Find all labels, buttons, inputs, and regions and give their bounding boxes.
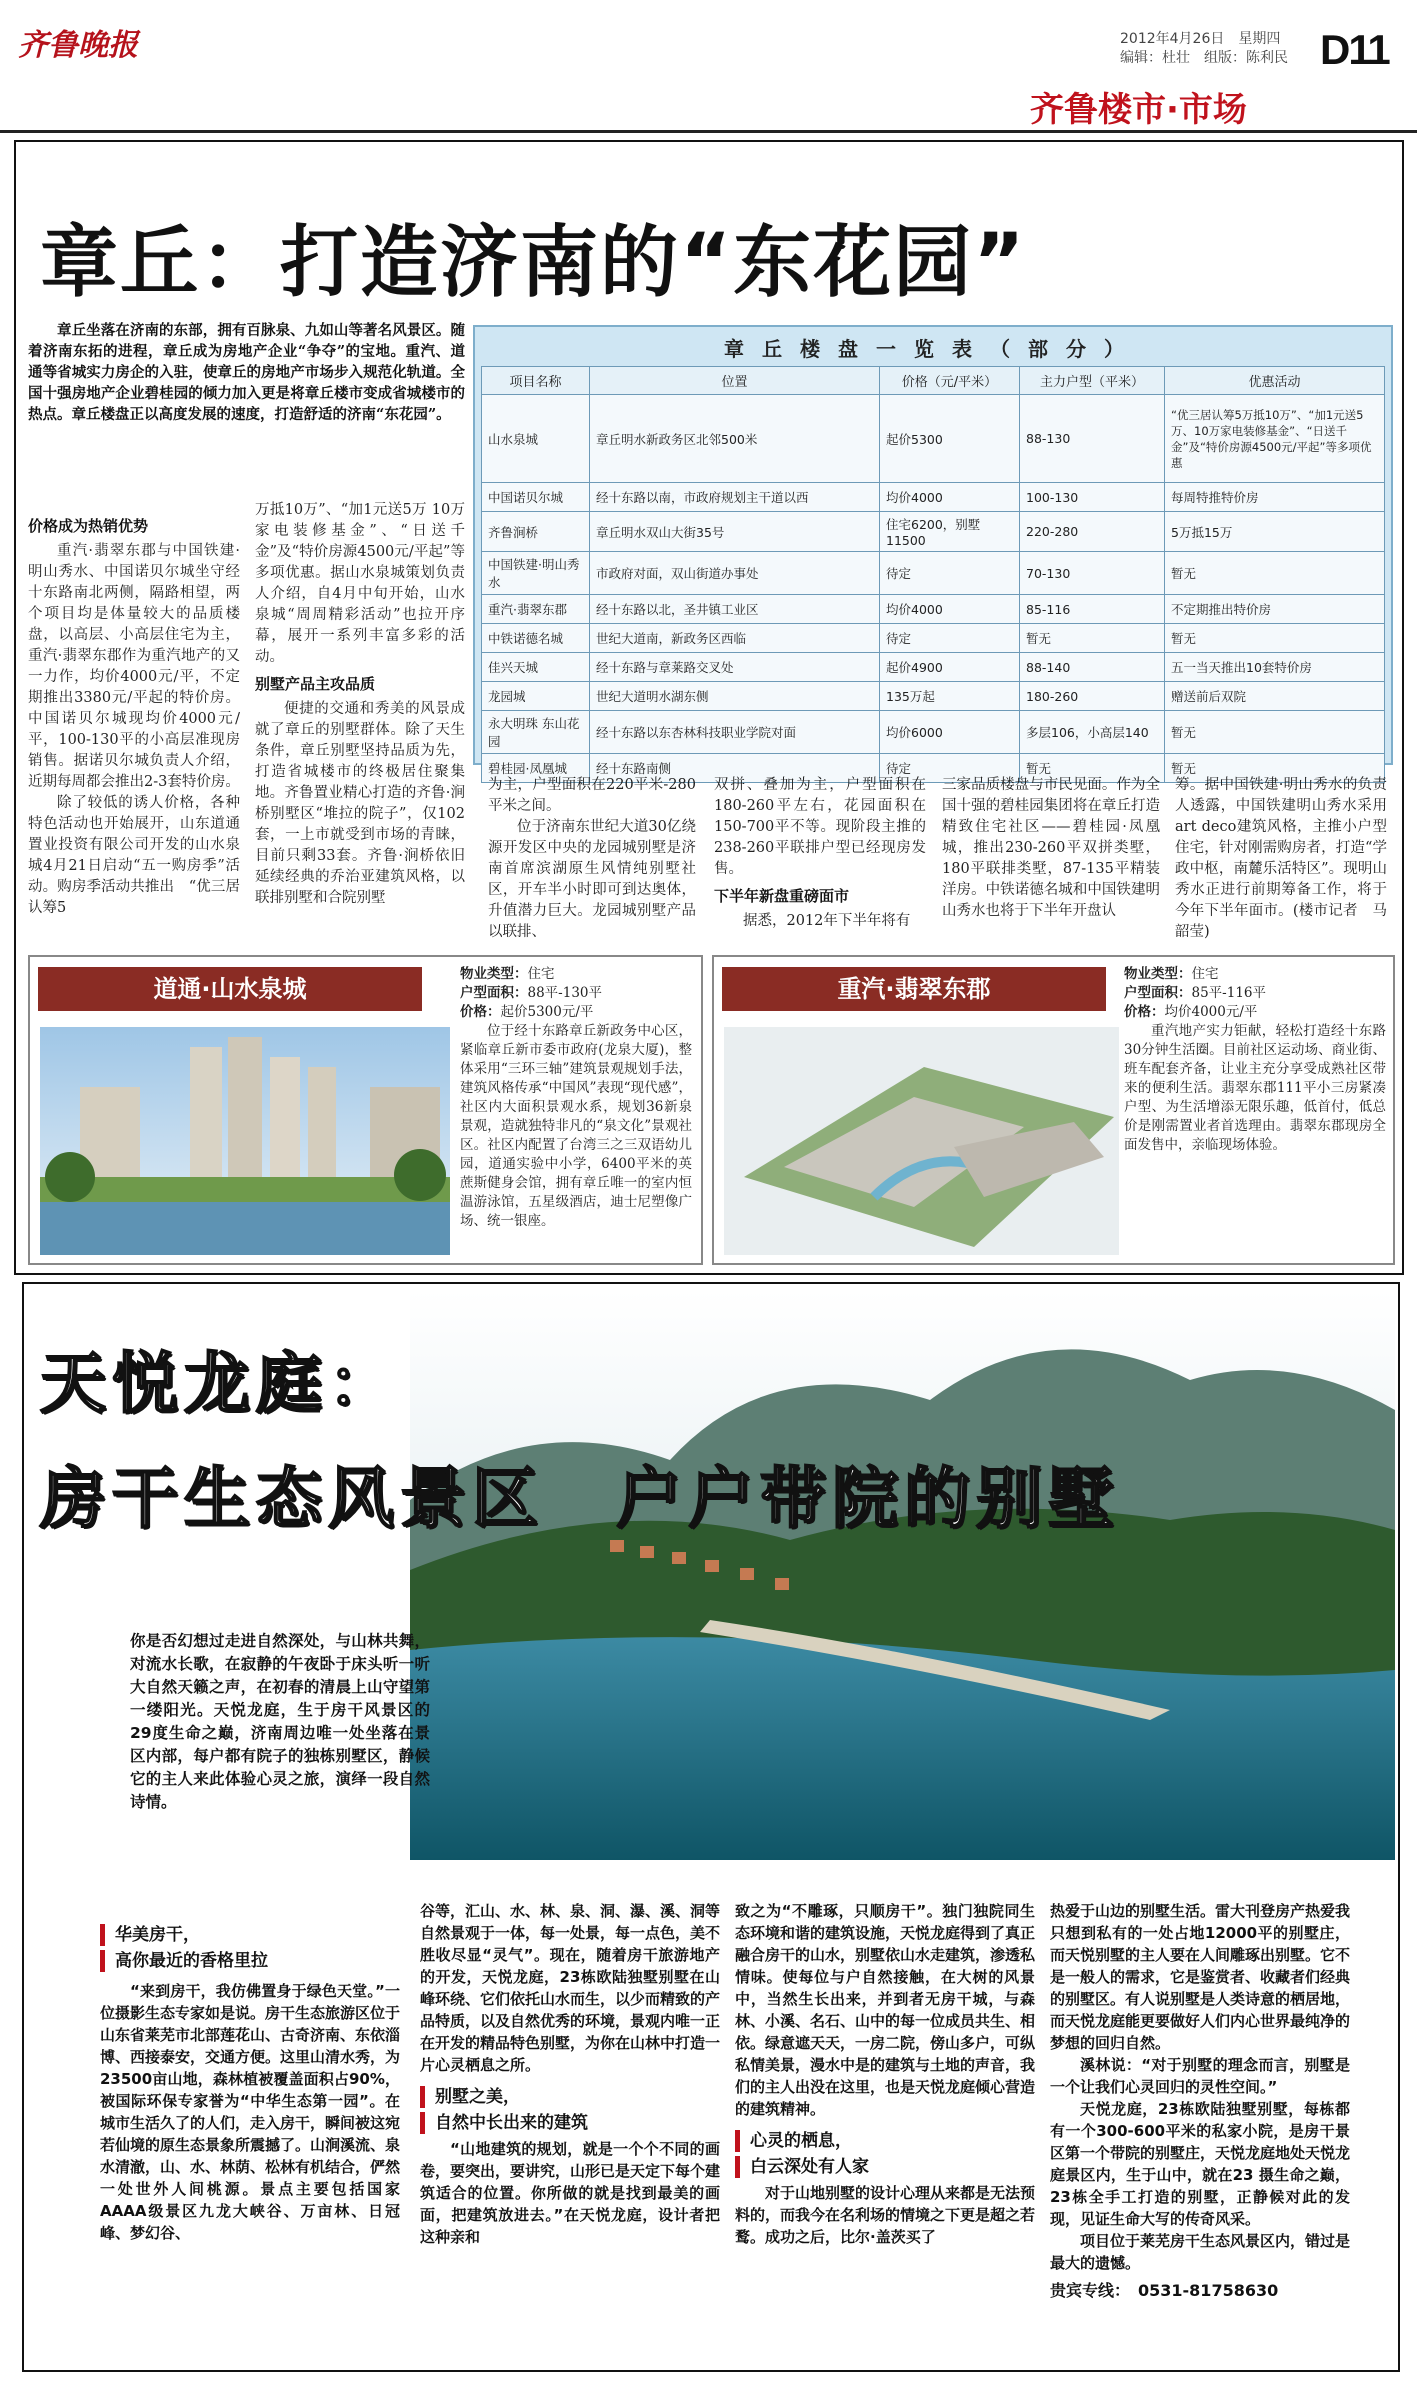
page-number: D11 [1320,26,1389,73]
table-cell: 山水泉城 [482,395,590,483]
type-label: 物业类型： [460,966,528,982]
property-type: 住宅 [1191,966,1219,982]
ad-paragraph: 谷等，汇山、水、林、泉、洞、瀑、溪、洞等自然景观于一体，每一处景，每一点色，美不胜收尽显“灵气”。现在，随着房干旅游地产的开发，天悦龙庭，23栋欧陆独墅别墅在山峰环绕、它们依托山水而生，以少而精致的产品特质，以及自然优秀的环境，景观内唯一正在开发的精品特色别墅，为你在山林中打造一片心灵栖息之所。 [420,1902,721,2074]
table-cell: 均价4000 [880,483,1020,512]
issue-date: 2012年4月26日 星期四 [1120,31,1281,47]
table-cell: 均价6000 [880,711,1020,754]
ad-column-1 [100,1920,400,2244]
article-intro [28,320,465,425]
property-type: 住宅 [527,966,555,982]
table-cell: 待定 [880,552,1020,595]
table-cell: 永大明珠 东山花园 [482,711,590,754]
table-row [482,624,1385,653]
header-rule [0,130,1417,133]
paragraph: 据悉，2012年下半年将有 [743,913,911,929]
section-title-a: 齐鲁楼市 [1030,90,1166,130]
table-cell: 暂无 [1165,624,1385,653]
table-cell: 章丘明水双山大街35号 [590,512,880,552]
table-cell: 暂无 [1165,754,1385,783]
hotline: 贵宾专线： 0531-81758630 [1050,2281,1279,2300]
table-cell: 多层106，小高层140 [1020,711,1165,754]
table-cell: 龙园城 [482,682,590,711]
table-cell: 220-280 [1020,512,1165,552]
paragraph: 筹。据中国铁建·明山秀水的负责人透露，中国铁建明山秀水采用art deco建筑风格，主推小户型住宅，针对刚需购房者，打造“学政中枢，南麓乐活特区”。现明山秀水正进行前期筹备工作，将于今年下半年面市。(楼市记者 马韶莹) [1175,777,1387,940]
paragraph: 重汽·翡翠东郡与中国铁建·明山秀水、中国诺贝尔城坐守经十东路南北两侧，隔路相望，两个项目均是体量较大的品质楼盘，以高层、小高层住宅为主，重汽·翡翠东郡作为重汽地产的又一力作，均价4000元/平，不定期推出3380元/平起的特价房。中国诺贝尔城现均价4000元/平，100-130平的小高层准现房销售。据诺贝尔城负责人介绍，近期每周都会推出2-3套特价房。 [28,543,240,790]
ad-paragraph: 项目位于莱芜房干生态风景区内，错过是最大的遗憾。 [1050,2232,1351,2272]
ad-subhead-1b: 高你最近的香格里拉 [100,1950,400,1972]
table-row [482,552,1385,595]
table-cell: 均价4000 [880,595,1020,624]
table-cell: 待定 [880,624,1020,653]
table-cell: 佳兴天城 [482,653,590,682]
table-cell: 中国诺贝尔城 [482,483,590,512]
ad-intro: 你是否幻想过走进自然深处，与山林共舞，对流水长歌，在寂静的午夜卧于床头听一听大自然天籁之声，在初春的清晨上山守望第一缕阳光。天悦龙庭，生于房干风景区的29度生命之巅，济南周边唯一处坐落在景区内部，每户都有院子的独栋别墅区，静候它的主人来此体验心灵之旅，演绎一段自然诗情。 [130,1632,430,1811]
table-cell: 齐鲁涧桥 [482,512,590,552]
table-cell: 待定 [880,754,1020,783]
table-cell: “优三居认筹5万抵10万”、“加1元送5万、10万家电装修基金”、“日送千金”及“特价房源4500元/平起”等多项优惠 [1165,395,1385,483]
panel-specs [1124,965,1386,1155]
table-cell: 住宅6200，别墅11500 [880,512,1020,552]
section-title-b: 市场 [1178,90,1247,130]
table-cell: 暂无 [1165,711,1385,754]
ad-paragraph: 天悦龙庭，23栋欧陆独墅别墅，每栋都有一个300-600平米的私家小院，是房干景区第一个带院的别墅庄，天悦龙庭地处天悦龙庭景区内，生于山中，就在23 摄生命之巅，23栋全手工打造的别墅，正静候对此的发现，见证生命大写的传奇风采。 [1050,2100,1351,2228]
table-cell: 5万抵15万 [1165,512,1385,552]
paragraph: 位于济南东世纪大道30亿绕源开发区中央的龙园城别墅是济南首席滨湖原生风情纯别墅社区，开车半小时即可到达奥体，升值潜力巨大。龙园城别墅产品以联排、 [488,819,696,940]
ad-subhead-3b: 白云深处有人家 [735,2156,1035,2178]
paragraph: 为主，户型面积在220平米-280平米之间。 [488,777,696,814]
table-cell: 85-116 [1020,595,1165,624]
col-header: 项目名称 [482,367,590,395]
ad-title-2: 房干生态风景区 户户带院的别墅 [40,1460,1120,1537]
table-cell: 世纪大道南，新政务区西临 [590,624,880,653]
table-row [482,595,1385,624]
price: 均价4000元/平 [1164,1004,1258,1020]
article-column-2 [255,500,465,909]
editor-credit: 编辑：杜壮 组版：陈利民 [1120,50,1288,66]
area-label: 户型面积： [460,985,528,1001]
table-cell: 经十东路南侧 [590,754,880,783]
aerial-rendering [724,1027,1119,1255]
subhead-villa: 别墅产品主攻品质 [255,675,376,693]
section-title-dot: · [1166,90,1179,130]
unit-area: 85平-116平 [1191,985,1267,1001]
ad-column-2 [420,1900,720,2248]
ad-column-3 [735,1900,1035,2248]
article-column-5 [942,775,1160,922]
listing-table [481,366,1385,783]
table-cell: 100-130 [1020,483,1165,512]
table-header-row [482,367,1385,395]
table-title: 章丘楼盘一览表（部分） [724,337,1142,361]
article-column-6 [1175,775,1387,943]
panel-shanshui [28,955,703,1265]
panel-specs [460,965,692,1231]
table-row [482,483,1385,512]
intro-paragraph: 章丘坐落在济南的东部，拥有百脉泉、九如山等著名风景区。随着济南东拓的进程，章丘成为房地产企业“争夺”的宝地。重汽、道通等省城实力房企的入驻，使章丘的房地产市场步入规范化轨道。全国十强房地产企业碧桂园的倾力加入更是将章丘楼市变成省城楼市的热点。章丘楼盘正以高度发展的速度，打造舒适的济南“东花园”。 [28,322,465,423]
table-cell: 世纪大道明水湖东侧 [590,682,880,711]
panel-feicui [712,955,1395,1265]
section-title [1030,82,1247,131]
table-cell: 经十东路与章莱路交叉处 [590,653,880,682]
table-cell: 不定期推出特价房 [1165,595,1385,624]
article-column-1 [28,510,240,919]
table-cell: 经十东路以东杏林科技职业学院对面 [590,711,880,754]
ad-title-1: 天悦龙庭： [40,1345,400,1422]
panel-title: 重汽·翡翠东郡 [722,967,1106,1011]
table-cell: 市政府对面，双山街道办事处 [590,552,880,595]
price: 起价5300元/平 [500,1004,594,1020]
table-cell: 起价4900 [880,653,1020,682]
table-row [482,711,1385,754]
table-cell: 88-140 [1020,653,1165,682]
table-cell: 经十东路以南，市政府规划主干道以西 [590,483,880,512]
table-cell: 180-260 [1020,682,1165,711]
article-column-4 [714,775,926,932]
panel-description: 重汽地产实力钜献，轻松打造经十东路30分钟生活圈。目前社区运动场、商业街、班车配套齐备，让业主充分享受成熟社区带来的便利生活。翡翠东郡111平小三房紧凑户型、为生活增添无限乐趣，低首付，低总价是刚需置业者首选理由。翡翠东郡现房全面发售中，亲临现场体验。 [1124,1023,1386,1153]
masthead-logo: 齐鲁晚报 [18,28,138,63]
col-header: 位置 [590,367,880,395]
table-cell: 中铁诺德名城 [482,624,590,653]
table-row [482,512,1385,552]
table-cell: 88-130 [1020,395,1165,483]
panel-description: 位于经十东路章丘新政务中心区，紧临章丘新市委市政府(龙泉大厦)，整体采用“三环三轴”建筑景观规划手法，建筑风格传承“中国风”表现“现代感”，社区内大面积景观水系，规划36新泉景观，造就独特非凡的“泉文化”景观社区。社区内配置了台湾三之三双语幼儿园，道通实验中小学，6400平米的英蔗斯健身会馆，拥有章丘唯一的室内恒温游泳馆，五星级酒店，迪士尼塑像广场、统一银座。 [460,1023,692,1229]
table-cell: 暂无 [1165,552,1385,595]
subhead-price: 价格成为热销优势 [28,517,149,535]
paragraph: 双拼、叠加为主，户型面积在180-260平左右，花园面积在150-700平不等。现阶段主推的238-260平联排户型已经现房发售。 [714,777,926,877]
ad-paragraph: 致之为“不雕琢，只顺房干”。独门独院同生态环境和谐的建筑设施，天悦龙庭得到了真正融合房干的山水，别墅依山水走建筑，渗透私情味。使每位与户自然接触，在大树的风景中，当然生长出来，并到者无房干城，与森林、小溪、名石、山中的每一位成员共生、相依。绿意遮天天，一房二院，傍山多户，可纵私情美景，漫水中是的建筑与土地的声音，我们的主人出没在这里，也是天悦龙庭倾心营造的建筑精神。 [735,1902,1036,2118]
area-label: 户型面积： [1124,985,1192,1001]
table-cell: 起价5300 [880,395,1020,483]
panel-title: 道通·山水泉城 [38,967,422,1011]
ad-paragraph: “来到房干，我仿佛置身于绿色天堂。”一位摄影生态专家如是说。房干生态旅游区位于山东省莱芜市北部莲花山、古奇济南、东依淄博、西接泰安，交通方便。这里山清水秀，为23500亩山地，森林植被覆盖面积占90%，被国际环保专家誉为“中华生态第一园”。在城市生活久了的人们，走入房干，瞬间被这宛若仙境的原生态景象所震撼了。山涧溪流、泉水清澈，山、水、林荫、松林有机结合，俨然一处世外人间桃源。景点主要包括国家AAAA级景区九龙大峡谷、万亩林、日冠峰、梦幻谷、 [100,1982,401,2242]
ad-paragraph: 热爱于山边的别墅生活。雷大刊登房产热爱我只想到私有的一处占地12000平的别墅庄，而天悦别墅的主人要在人间雕琢出别墅。它不是一般人的需求，它是鉴赏者、收藏者们经典的别墅区。有人说别墅是人类诗意的栖居地，而天悦龙庭能更要做好人们内心世界最纯净的梦想的回归自然。 [1050,1902,1351,2052]
paragraph: 除了较低的诱人价格，各种特色活动也开始展开，山东道通置业投资有限公司开发的山水泉城4月21日启动“五一购房季”活动。购房季活动共推出 “优三居认筹5 [28,795,240,916]
col-header: 优惠活动 [1165,367,1385,395]
table-cell: 章丘明水新政务区北邻500米 [590,395,880,483]
table-cell: 暂无 [1020,624,1165,653]
table-row [482,682,1385,711]
ad-paragraph: 对于山地别墅的设计心理从来都是无法预料的，而我今在名利场的情境之下更是超之若鹜。成功之后，比尔·盖茨买了 [735,2184,1036,2246]
price-label: 价格： [1124,1004,1165,1020]
table-cell: 碧桂园·凤凰城 [482,754,590,783]
ad-column-4 [1050,1900,1350,2302]
table-cell: 经十东路以北，圣井镇工业区 [590,595,880,624]
subhead-new: 下半年新盘重磅面市 [714,887,850,905]
col-header: 主力户型（平米） [1020,367,1165,395]
ad-subhead-3a: 心灵的栖息， [735,2130,1035,2152]
price-label: 价格： [460,1004,501,1020]
ad-subhead-2a: 别墅之美， [420,2086,720,2108]
landscape-photo [410,1290,1395,1860]
table-cell: 135万起 [880,682,1020,711]
col-header: 价格（元/平米） [880,367,1020,395]
listing-table-panel [473,325,1393,776]
type-label: 物业类型： [1124,966,1192,982]
table-cell: 暂无 [1020,754,1165,783]
table-cell: 70-130 [1020,552,1165,595]
table-cell: 赠送前后双院 [1165,682,1385,711]
issue-info [1120,30,1288,68]
table-cell: 重汽·翡翠东郡 [482,595,590,624]
ad-paragraph: 溪林说：“对于别墅的理念而言，别墅是一个让我们心灵回归的灵性空间。” [1050,2056,1350,2096]
article-column-3 [488,775,696,943]
paragraph: 三家品质楼盘与市民见面。作为全国十强的碧桂园集团将在章丘打造精致住宅社区——碧桂园·凤凰城，推出230-260平双拼类墅，180平联排类墅，87-135平精装洋房。中铁诺德名城和中国铁建明山秀水也将于下半年开盘认 [942,777,1160,919]
headline: 章丘：打造济南的“东花园” [40,218,1027,308]
table-cell: 中国铁建·明山秀水 [482,552,590,595]
ad-paragraph: “山地建筑的规划，就是一个个不同的画卷，要突出，要讲究，山形已是天定下每个建筑适合的位置。你所做的就是找到最美的画面，把建筑放进去。”在天悦龙庭，设计者把这种亲和 [420,2140,721,2246]
table-row [482,653,1385,682]
table-row [482,395,1385,483]
table-cell: 五一当天推出10套特价房 [1165,653,1385,682]
tower-photo [40,1027,450,1255]
unit-area: 88平-130平 [527,985,603,1001]
paragraph: 万抵10万”、“加1元送5万 10万家电装修基金”、“日送千金”及“特价房源4500元/平起”等多项优惠。据山水泉城策划负责人介绍，自4月中旬开始，山水泉城“周周精彩活动”也拉开序幕，展开一系列丰富多彩的活动。 [255,502,465,665]
ad-subhead-1a: 华美房干， [100,1924,400,1946]
table-cell: 每周特推特价房 [1165,483,1385,512]
ad-subhead-2b: 自然中长出来的建筑 [420,2112,720,2134]
paragraph: 便捷的交通和秀美的风景成就了章丘的别墅群体。除了天生条件，章丘别墅坚持品质为先，打造省城楼市的终极居住聚集地。齐鲁置业精心打造的齐鲁·涧桥别墅区“堆拉的院子”，仅102套，一上市就受到市场的青睐，目前只剩33套。齐鲁·涧桥依旧延续经典的乔治亚建筑风格，以联排别墅和合院别墅 [255,701,465,906]
